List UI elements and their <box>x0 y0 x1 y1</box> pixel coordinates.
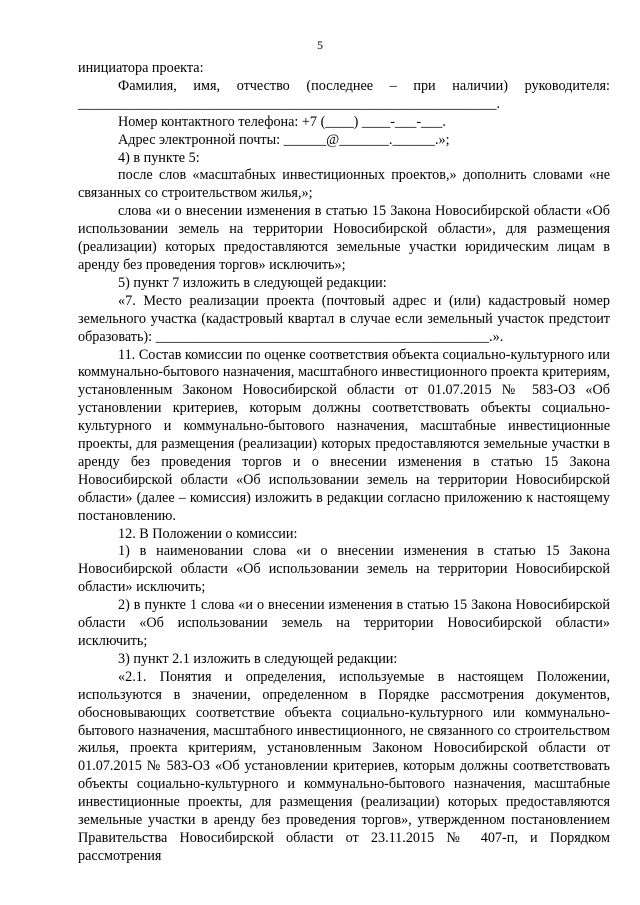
paragraph: 11. Состав комиссии по оценке соответствия объекта социально-культурного или коммунально-бытового назначения, масштабного инвестиционного проекта критериям, установленным Законом Новосибирской области от 01.07.2015 № 583-ОЗ «Об установлении критериев, которым должны соответствовать объекты социально-культурного и коммунально-бытового назначения, масштабные инвестиционные проекты, для размещения (реализации) которых предоставляются земельные участки в аренду без проведения торгов и о внесении изменения в статью 15 Закона Новосибирской области «Об использовании земель на территории Новосибирской области» (далее – комиссия) изложить в редакции согласно приложению к настоящему постановлению. <box>78 346 610 524</box>
paragraph: 1) в наименовании слова «и о внесении изменения в статью 15 Закона Новосибирской области «Об использовании земель на территории Новосибирской области» исключить; <box>78 543 610 596</box>
paragraph: 12. В Положении о комиссии: <box>118 525 298 542</box>
page-number: 5 <box>317 38 323 52</box>
paragraph: Адрес электронной почты: ______@_______.______.»; <box>118 131 450 148</box>
paragraph: 3) пункт 2.1 изложить в следующей редакции: <box>118 650 398 667</box>
document-body <box>78 60 610 866</box>
paragraph: «2.1. Понятия и определения, используемые в настоящем Положении, используются в значении, определенном в Порядке рассмотрения документов, обосновывающих соответствие объекта социально-культурного или коммунально-бытового назначения, масштабного инвестиционного, не связанного со строительством жилья, проекта критериям, установленным Законом Новосибирской области от 01.07.2015 № 583-ОЗ «Об установлении критериев, которым должны соответствовать объекты социально-культурного и коммунально-бытового назначения, масштабные инвестиционные проекты, для размещения (реализации) которых предоставляются земельные участки в аренду без проведения торгов», утвержденном постановлением Правительства Новосибирской области от 23.11.2015 № 407-п, и Порядком рассмотрения <box>78 668 610 864</box>
paragraph: «7. Место реализации проекта (почтовый адрес и (или) кадастровый номер земельного участка (кадастровый квартал в случае если земельный участок предстоит образовать): _______________________________________________.». <box>78 292 610 345</box>
paragraph: 4) в пункте 5: <box>118 149 200 166</box>
paragraph: Номер контактного телефона: +7 (____) ____-___-___. <box>118 113 446 130</box>
paragraph: 5) пункт 7 изложить в следующей редакции: <box>118 274 387 291</box>
paragraph: слова «и о внесении изменения в статью 15 Закона Новосибирской области «Об использовании земель на территории Новосибирской области», для размещения (реализации) которых предоставляются земельные участки юридическим лицам в аренду без проведения торгов» исключить»; <box>78 203 610 273</box>
paragraph: 2) в пункте 1 слова «и о внесении изменения в статью 15 Закона Новосибирской области «Об использовании земель на территории Новосибирской области» исключить; <box>78 597 610 649</box>
paragraph: инициатора проекта: <box>78 60 204 76</box>
paragraph: после слов «масштабных инвестиционных проектов,» дополнить словами «не связанных со строительством жилья,»; <box>78 167 610 202</box>
paragraph: Фамилия, имя, отчество (последнее – при наличии) руководителя: ___________________________________________________________. <box>78 77 610 112</box>
